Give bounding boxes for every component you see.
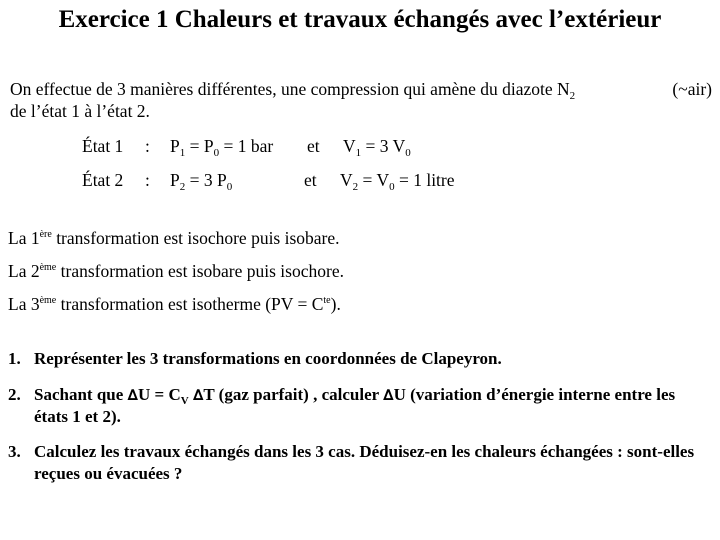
state-label: État 1	[82, 136, 124, 156]
state-colon: :	[145, 170, 150, 190]
transformation-2: La 2ème transformation est isobare puis isochore.	[8, 261, 344, 281]
delta-symbol: ∆	[127, 386, 138, 404]
delta-symbol: ∆	[192, 386, 204, 404]
state-label: État 2	[82, 170, 124, 190]
state-volume: $V_2 = V_0 = 1$ litre	[340, 170, 455, 193]
intro-line1-end: (~air)	[672, 79, 712, 99]
question-text: Calculez les travaux échangés dans les 3 cas. Déduisez-en les chaleurs échangées : sont-elles reçues ou évacuées ?	[34, 442, 695, 483]
question-number: 3.	[8, 442, 21, 461]
state-volume: $V_1 = 3$ $V_0$	[343, 136, 411, 159]
state-et: et	[304, 170, 317, 190]
transformation-1: La 1ère transformation est isochore puis isobare.	[8, 228, 340, 248]
delta-symbol: ∆	[383, 386, 394, 404]
question-3	[8, 441, 708, 485]
question-1	[8, 348, 708, 370]
question-2	[8, 384, 708, 428]
exercise-title: Exercice 1 Chaleurs et travaux échangés avec l’extérieur	[58, 6, 662, 33]
state-pressure: $P_2 = 3$ $P_0$	[170, 170, 233, 193]
question-text: Représenter les 3 transformations en coordonnées de Clapeyron.	[34, 349, 502, 368]
intro-line1-text: On effectue de 3 manières différentes, une compression qui amène du diazote $N_2$	[10, 79, 576, 102]
state-pressure: $P_1 = P_0 = 1$ bar	[170, 136, 274, 159]
question-number: 2.	[8, 385, 21, 404]
transformation-3: La 3ème transformation est isotherme $(PV = C^{te})$.	[8, 294, 341, 314]
state-colon: :	[145, 136, 150, 156]
state-et: et	[307, 136, 320, 156]
question-text: Sachant que $\Delta U = C_V$ ∆T (gaz parfait) , calculer ∆U (variation d’énergie interne entre les états 1 et 2).	[34, 385, 676, 426]
question-number: 1.	[8, 349, 21, 368]
intro-line2: de l’état 1 à l’état 2.	[10, 101, 150, 121]
intro-paragraph	[10, 78, 712, 122]
